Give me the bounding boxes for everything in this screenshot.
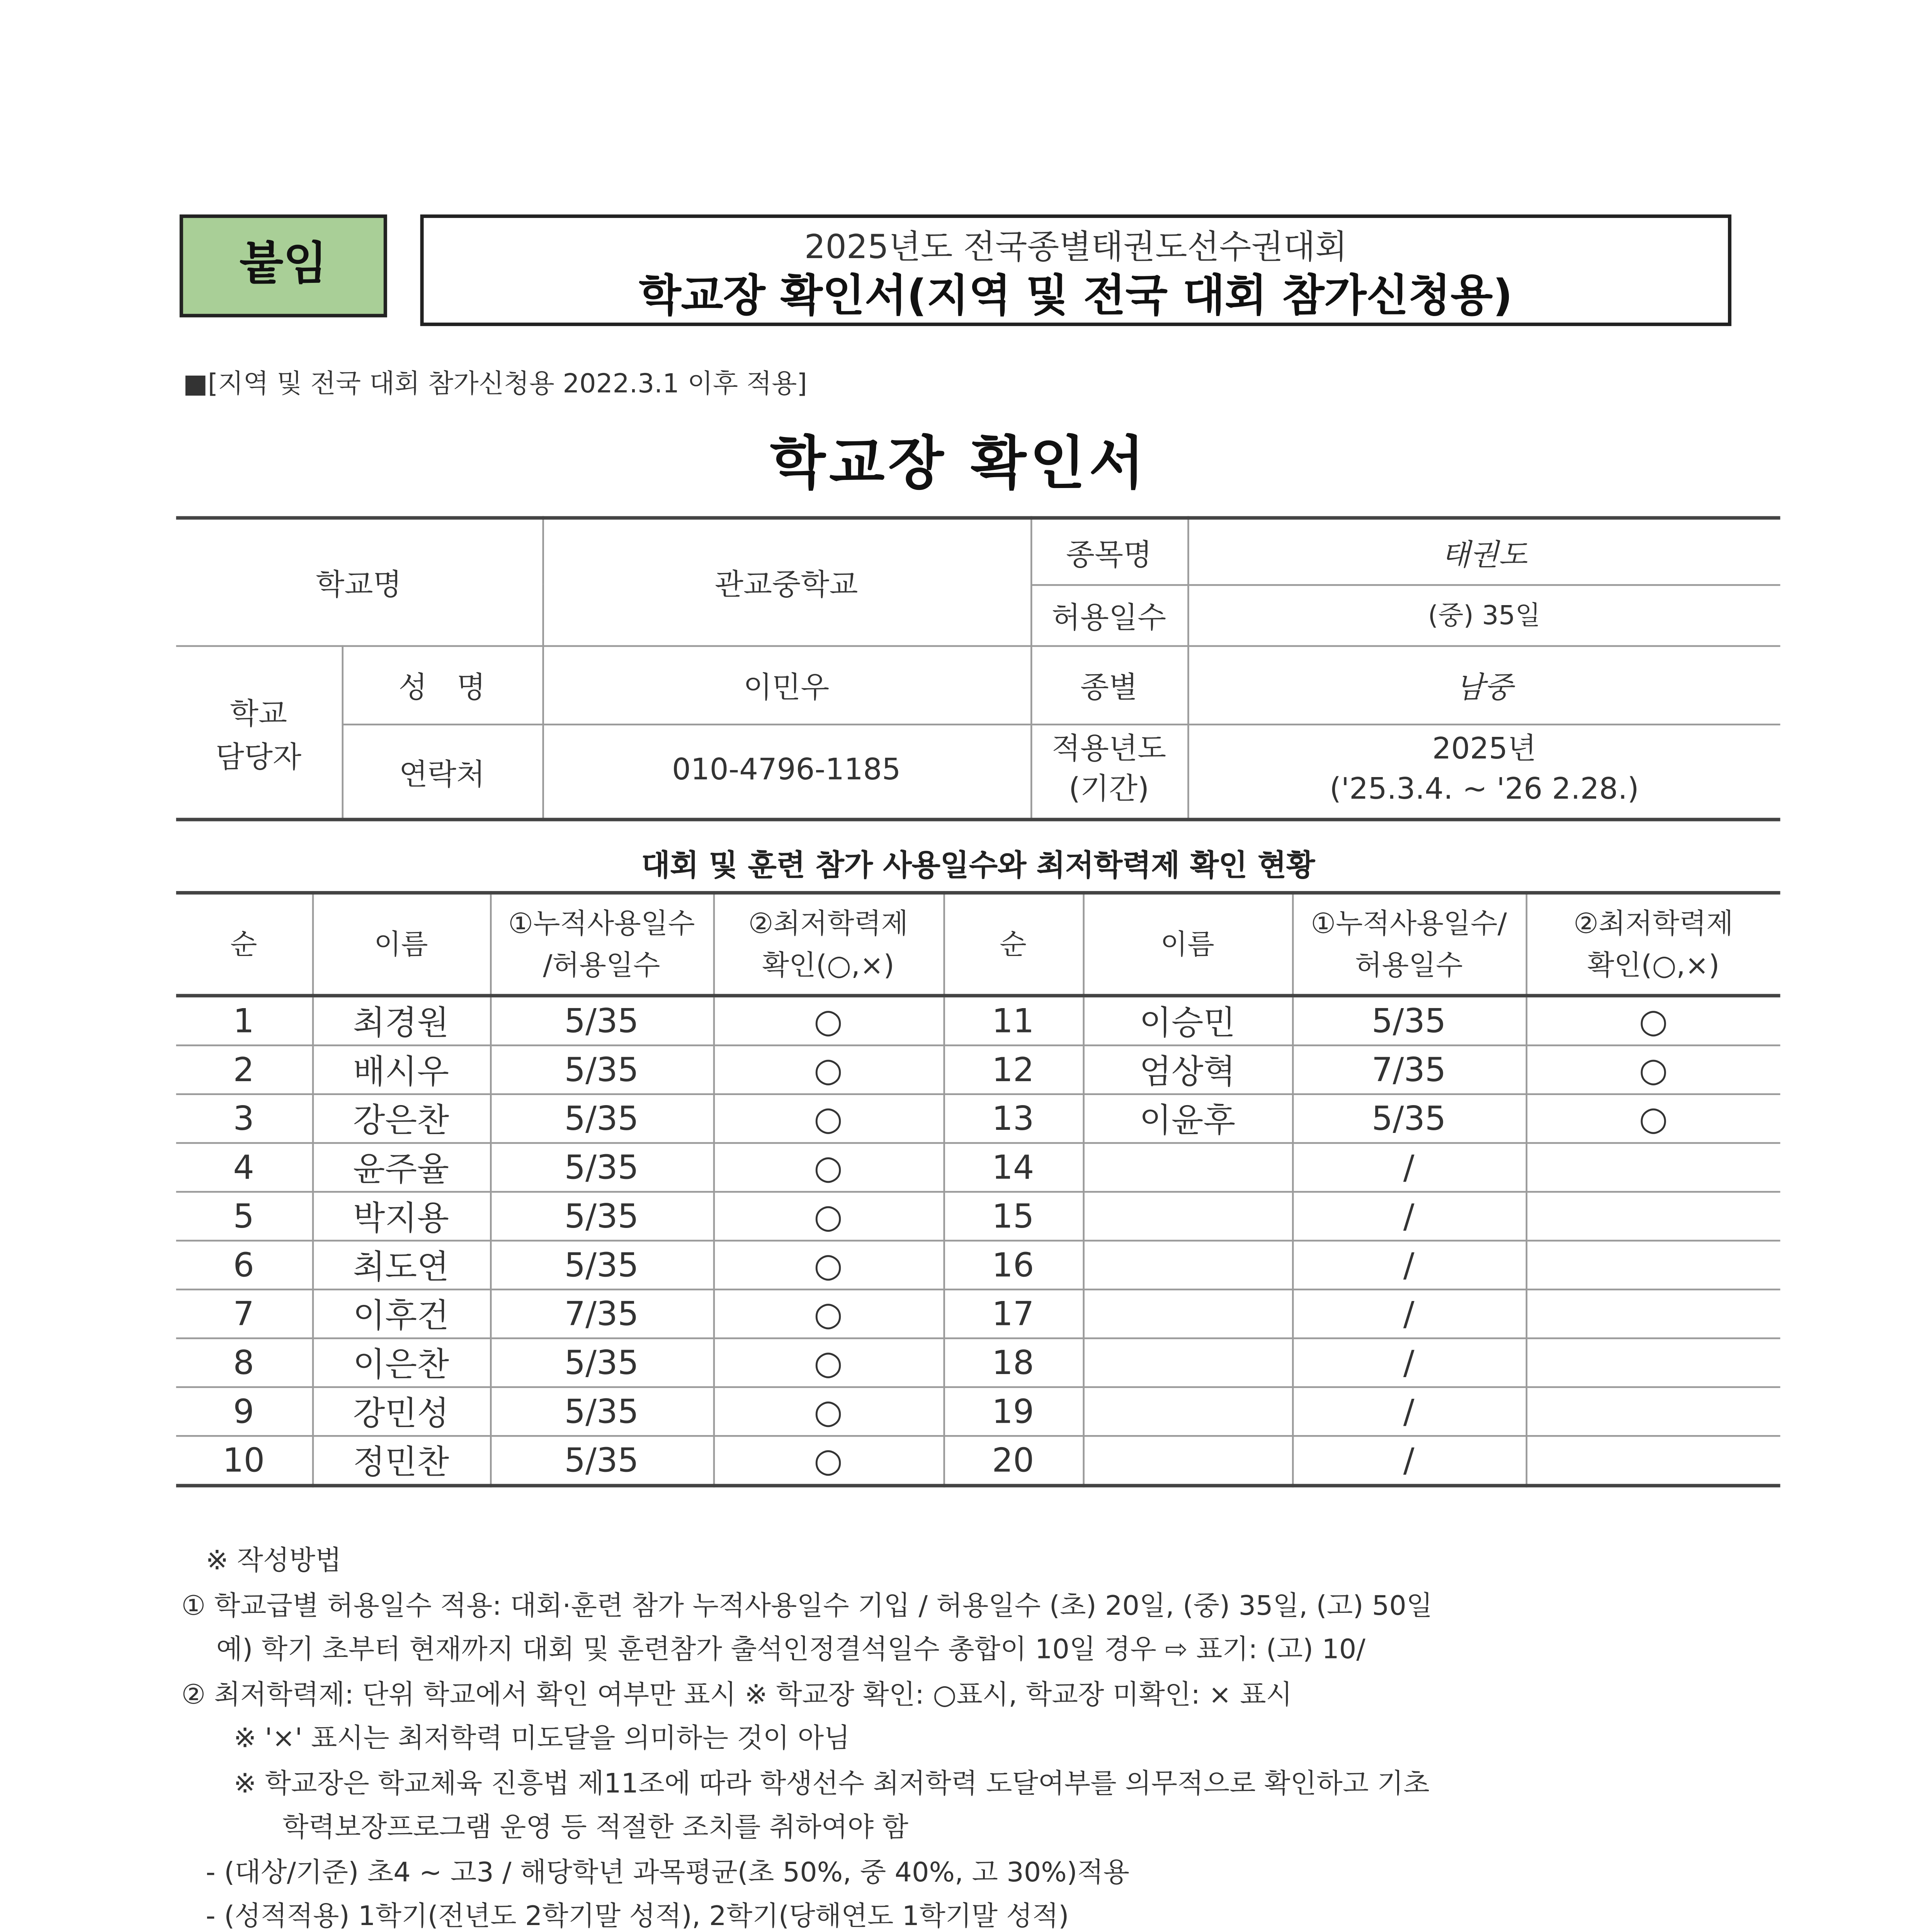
row-days: 7/35 (490, 1289, 713, 1338)
row-days: 5/35 (490, 1387, 713, 1436)
row-no: 9 (176, 1387, 312, 1436)
row-check-right (1526, 1338, 1780, 1387)
year: 2025년 (1432, 733, 1537, 768)
row-days-right: / (1292, 1192, 1526, 1240)
header-no-right: 순 (943, 893, 1083, 996)
row-no: 10 (176, 1436, 312, 1486)
row-check: ○ (713, 1289, 944, 1338)
row-days-right: / (1292, 1143, 1526, 1192)
row-name-right: 이윤후 (1083, 1094, 1292, 1143)
header-check-right-2: 확인(○,×) (1587, 947, 1720, 981)
row-check-right: ○ (1526, 1045, 1780, 1094)
event-name: 2025년도 전국종별태권도선수권대회 (804, 228, 1347, 267)
info-table (176, 516, 1780, 821)
note-2-b1: ※ 학교장은 학교체육 진흥법 제11조에 따라 학생선수 최저학력 도달여부를 의무적으로 확인하고 기초 (233, 1767, 1430, 1799)
row-check-right (1526, 1387, 1780, 1436)
row-name: 이은찬 (312, 1338, 490, 1387)
detail-2: - (성적적용) 1학기(전년도 2학기말 성적), 2학기(당해연도 1학기말 성적) (206, 1900, 1069, 1932)
row-name: 최도연 (312, 1241, 490, 1289)
row-check: ○ (713, 1387, 944, 1436)
header-check-right-1: ②최저학력제 (1573, 907, 1733, 940)
staff-label-2: 담당자 (215, 740, 302, 776)
header-days-right-2: 허용일수 (1355, 947, 1463, 981)
row-days: 5/35 (490, 1045, 713, 1094)
header-check-1: ②최저학력제 (748, 907, 908, 940)
row-name-right (1083, 1143, 1292, 1192)
row-days-right: / (1292, 1338, 1526, 1387)
header-check (713, 893, 944, 996)
contact-value: 010-4796-1185 (542, 724, 1030, 820)
header-days-1: ①누적사용일수 (508, 907, 695, 940)
row-name-right (1083, 1192, 1292, 1240)
row-no-right: 20 (943, 1436, 1083, 1486)
doc-heading: 학교장 확인서(지역 및 전국 대회 참가신청용) (639, 270, 1513, 321)
row-days: 5/35 (490, 1094, 713, 1143)
table-row (176, 1192, 1780, 1240)
row-check: ○ (713, 1241, 944, 1289)
row-days: 5/35 (490, 1338, 713, 1387)
allowed-days-label: 허용일수 (1030, 584, 1187, 645)
staff-name: 이민우 (542, 645, 1030, 724)
header-days-2: /허용일수 (543, 947, 660, 981)
row-no: 4 (176, 1143, 312, 1192)
row-name: 박지용 (312, 1192, 490, 1240)
note-1-example: 예) 학기 초부터 현재까지 대회 및 훈련참가 출석인정결석일수 총합이 10일 경우 ⇨ 표기: (고) 10/ (216, 1634, 1365, 1665)
row-name: 강민성 (312, 1387, 490, 1436)
table-row (176, 1338, 1780, 1387)
header-check-right (1526, 893, 1780, 996)
row-days: 5/35 (490, 1192, 713, 1240)
contact-label: 연락처 (342, 724, 542, 820)
status-caption: 대회 및 훈련 참가 사용일수와 최저학력제 확인 현황 (641, 849, 1315, 884)
sport-value: 태권도 (1187, 518, 1780, 584)
table-row (176, 1387, 1780, 1436)
row-name-right (1083, 1338, 1292, 1387)
staff-label (176, 645, 342, 820)
category-label: 종별 (1030, 645, 1187, 724)
status-table (176, 891, 1780, 1487)
row-check-right: ○ (1526, 996, 1780, 1046)
row-name-right (1083, 1289, 1292, 1338)
row-check: ○ (713, 1045, 944, 1094)
header-name-right: 이름 (1083, 893, 1292, 996)
row-check-right (1526, 1192, 1780, 1240)
note-2-a: ※ '×' 표시는 최저학력 미도달을 의미하는 것이 아님 (233, 1723, 850, 1754)
row-days-right: / (1292, 1289, 1526, 1338)
row-name: 이후건 (312, 1289, 490, 1338)
row-no: 7 (176, 1289, 312, 1338)
row-no-right: 11 (943, 996, 1083, 1046)
row-no-right: 19 (943, 1387, 1083, 1436)
year-label (1030, 724, 1187, 820)
row-name-right (1083, 1387, 1292, 1436)
table-row (176, 1241, 1780, 1289)
detail-1: - (대상/기준) 초4 ~ 고3 / 해당학년 과목평균(초 50%, 중 40%, 고 30%)적용 (206, 1856, 1130, 1888)
row-days-right: / (1292, 1436, 1526, 1486)
table-row (176, 1143, 1780, 1192)
notes-title: ※ 작성방법 (206, 1545, 342, 1577)
row-no-right: 13 (943, 1094, 1083, 1143)
header-no: 순 (176, 893, 312, 996)
row-no: 3 (176, 1094, 312, 1143)
school-name-label: 학교명 (176, 518, 542, 645)
table-row (176, 1045, 1780, 1094)
row-check: ○ (713, 1436, 944, 1486)
row-no-right: 16 (943, 1241, 1083, 1289)
row-days-right: 5/35 (1292, 1094, 1526, 1143)
year-label-2: (기간) (1069, 773, 1149, 808)
staff-label-1: 학교 (230, 697, 287, 732)
doc-title: 학교장 확인서 (770, 429, 1148, 497)
table-row (176, 1094, 1780, 1143)
row-no: 2 (176, 1045, 312, 1094)
name-label: 성 명 (342, 645, 542, 724)
row-days: 5/35 (490, 1241, 713, 1289)
row-check: ○ (713, 1338, 944, 1387)
row-no: 8 (176, 1338, 312, 1387)
header-check-2: 확인(○,×) (762, 947, 894, 981)
row-days: 5/35 (490, 1143, 713, 1192)
row-no: 1 (176, 996, 312, 1046)
row-no-right: 12 (943, 1045, 1083, 1094)
row-days: 5/35 (490, 996, 713, 1046)
header-days-right-1: ①누적사용일수/ (1311, 907, 1507, 940)
row-check: ○ (713, 1094, 944, 1143)
row-name: 강은찬 (312, 1094, 490, 1143)
table-row (176, 996, 1780, 1046)
row-no-right: 15 (943, 1192, 1083, 1240)
row-no: 6 (176, 1241, 312, 1289)
row-check-right: ○ (1526, 1094, 1780, 1143)
row-check-right (1526, 1289, 1780, 1338)
row-name-right (1083, 1436, 1292, 1486)
school-name: 관교중학교 (542, 518, 1030, 645)
row-days-right: / (1292, 1387, 1526, 1436)
table-row (176, 1289, 1780, 1338)
header-days-right (1292, 893, 1526, 996)
title-box (420, 214, 1732, 326)
attach-badge: 붙임 (180, 214, 387, 317)
row-name: 정민찬 (312, 1436, 490, 1486)
row-name: 윤주율 (312, 1143, 490, 1192)
row-days-right: 7/35 (1292, 1045, 1526, 1094)
row-name-right: 이승민 (1083, 996, 1292, 1046)
row-no-right: 18 (943, 1338, 1083, 1387)
row-name-right (1083, 1241, 1292, 1289)
row-check-right (1526, 1241, 1780, 1289)
note-2: ② 최저학력제: 단위 학교에서 확인 여부만 표시 ※ 학교장 확인: ○표시, 학교장 미확인: × 표시 (181, 1678, 1292, 1710)
row-name-right: 엄상혁 (1083, 1045, 1292, 1094)
row-no-right: 14 (943, 1143, 1083, 1192)
status-body (176, 996, 1780, 1486)
note-2-b2: 학력보장프로그램 운영 등 적절한 조치를 취하여야 함 (282, 1811, 909, 1843)
note-1: ① 학교급별 허용일수 적용: 대회·훈련 참가 누적사용일수 기입 / 허용일수 (초) 20일, (중) 35일, (고) 50일 (181, 1589, 1433, 1621)
allowed-days-value: (중) 35일 (1187, 584, 1780, 645)
category-value: 남중 (1187, 645, 1780, 724)
header-name: 이름 (312, 893, 490, 996)
header-days (490, 893, 713, 996)
row-days: 5/35 (490, 1436, 713, 1486)
row-check: ○ (713, 1143, 944, 1192)
row-days-right: / (1292, 1241, 1526, 1289)
row-check-right (1526, 1143, 1780, 1192)
row-check: ○ (713, 996, 944, 1046)
applied-note: ■[지역 및 전국 대회 참가신청용 2022.3.1 이후 적용] (183, 368, 807, 400)
table-row (176, 1436, 1780, 1486)
row-days-right: 5/35 (1292, 996, 1526, 1046)
row-check-right (1526, 1436, 1780, 1486)
row-check: ○ (713, 1192, 944, 1240)
year-label-1: 적용년도 (1051, 733, 1166, 768)
year-value (1187, 724, 1780, 820)
notes (181, 1540, 1803, 1932)
row-no: 5 (176, 1192, 312, 1240)
row-name: 최경원 (312, 996, 490, 1046)
period: ('25.3.4. ~ '26 2.28.) (1330, 773, 1639, 808)
row-no-right: 17 (943, 1289, 1083, 1338)
sport-label: 종목명 (1030, 518, 1187, 584)
row-name: 배시우 (312, 1045, 490, 1094)
